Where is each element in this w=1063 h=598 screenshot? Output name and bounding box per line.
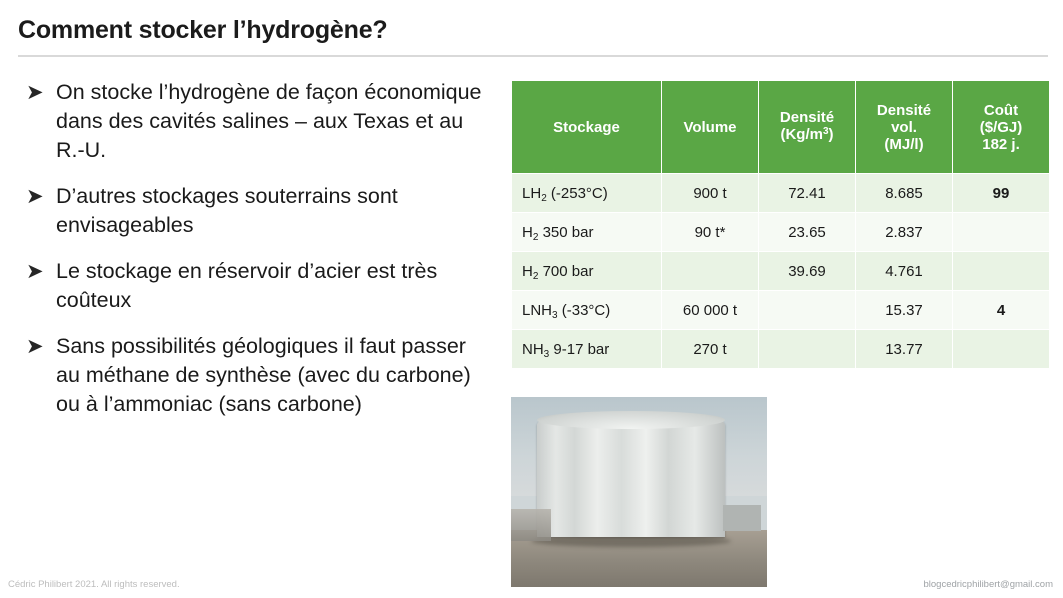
list-item	[22, 332, 492, 419]
header-line-3: 182 j.	[982, 135, 1020, 153]
storage-comparison-table	[511, 80, 1049, 369]
cell-densite-vol: 2.837	[856, 213, 953, 252]
column-header-volume	[662, 81, 759, 174]
arrow-bullet-icon: ➤	[26, 335, 44, 358]
arrow-bullet-icon: ➤	[26, 81, 44, 104]
header-line-3: (MJ/l)	[884, 135, 924, 153]
cell-densite: 72.41	[759, 174, 856, 213]
list-item	[22, 257, 492, 315]
bullet-text: Le stockage en réservoir d’acier est très coûteux	[56, 259, 438, 312]
photo-pipework	[511, 509, 551, 541]
table-row	[512, 213, 1050, 252]
cell-densite: 23.65	[759, 213, 856, 252]
cell-volume: 90 t*	[662, 213, 759, 252]
cell-cout	[953, 330, 1050, 369]
cell-densite-vol: 4.761	[856, 252, 953, 291]
page-title: Comment stocker l’hydrogène?	[18, 16, 388, 44]
cell-densite-vol: 15.37	[856, 291, 953, 330]
cell-densite	[759, 330, 856, 369]
storage-tank-photo	[511, 397, 767, 587]
cell-densite: 39.69	[759, 252, 856, 291]
table-row	[512, 252, 1050, 291]
list-item	[22, 78, 492, 165]
arrow-bullet-icon: ➤	[26, 260, 44, 283]
cell-stockage: $H_2$ 700 bar	[512, 252, 662, 291]
list-item	[22, 182, 492, 240]
cell-volume: 60 000 t	[662, 291, 759, 330]
cell-densite-vol: 13.77	[856, 330, 953, 369]
cell-cout	[953, 252, 1050, 291]
header-line-1: Densité	[779, 109, 835, 126]
cell-cout: 4	[953, 291, 1050, 330]
photo-tank-body	[537, 419, 725, 537]
column-header-stockage	[512, 81, 662, 174]
header-line-1: Densité	[876, 101, 932, 119]
header-line-2: vol.	[891, 118, 917, 136]
cell-stockage: $LH_2$ (-253°C)	[512, 174, 662, 213]
cell-stockage: $H_2$ 350 bar	[512, 213, 662, 252]
column-header-densite	[759, 81, 856, 174]
bullet-text: Sans possibilités géologiques il faut passer au méthane de synthèse (avec du carbone) ou à l’ammoniac (sans carbone)	[56, 334, 471, 416]
header-line-1: Volume	[683, 118, 737, 136]
cell-cout: 99	[953, 174, 1050, 213]
cell-stockage: $LNH_3$ (-33°C)	[512, 291, 662, 330]
bullet-text: D’autres stockages souterrains sont envisageables	[56, 184, 398, 237]
table-row	[512, 291, 1050, 330]
column-header-densite-vol	[856, 81, 953, 174]
header-line-2: $(Kg/m^3)$	[780, 126, 834, 143]
arrow-bullet-icon: ➤	[26, 185, 44, 208]
cell-volume	[662, 252, 759, 291]
cell-stockage: $NH_3$ 9-17 bar	[512, 330, 662, 369]
column-header-cout	[953, 81, 1050, 174]
copyright-footer: Cédric Philibert 2021. All rights reserved.	[8, 579, 180, 590]
cell-cout	[953, 213, 1050, 252]
header-line-1: Coût	[983, 101, 1019, 119]
cell-densite	[759, 291, 856, 330]
cell-volume: 900 t	[662, 174, 759, 213]
header-line-1: Stockage	[553, 118, 620, 136]
cell-densite-vol: 8.685	[856, 174, 953, 213]
photo-outbuilding	[723, 505, 761, 531]
contact-footer: blogcedricphilibert@gmail.com	[923, 579, 1053, 590]
table-header-row	[512, 81, 1050, 174]
bullet-text: On stocke l’hydrogène de façon économique dans des cavités salines – aux Texas et au R.-U.	[56, 80, 482, 162]
photo-tank-roof	[537, 411, 725, 429]
table-row	[512, 330, 1050, 369]
bullet-list	[22, 78, 492, 436]
table-row	[512, 174, 1050, 213]
header-line-2: ($/GJ)	[979, 118, 1023, 136]
title-divider	[18, 55, 1048, 57]
cell-volume: 270 t	[662, 330, 759, 369]
